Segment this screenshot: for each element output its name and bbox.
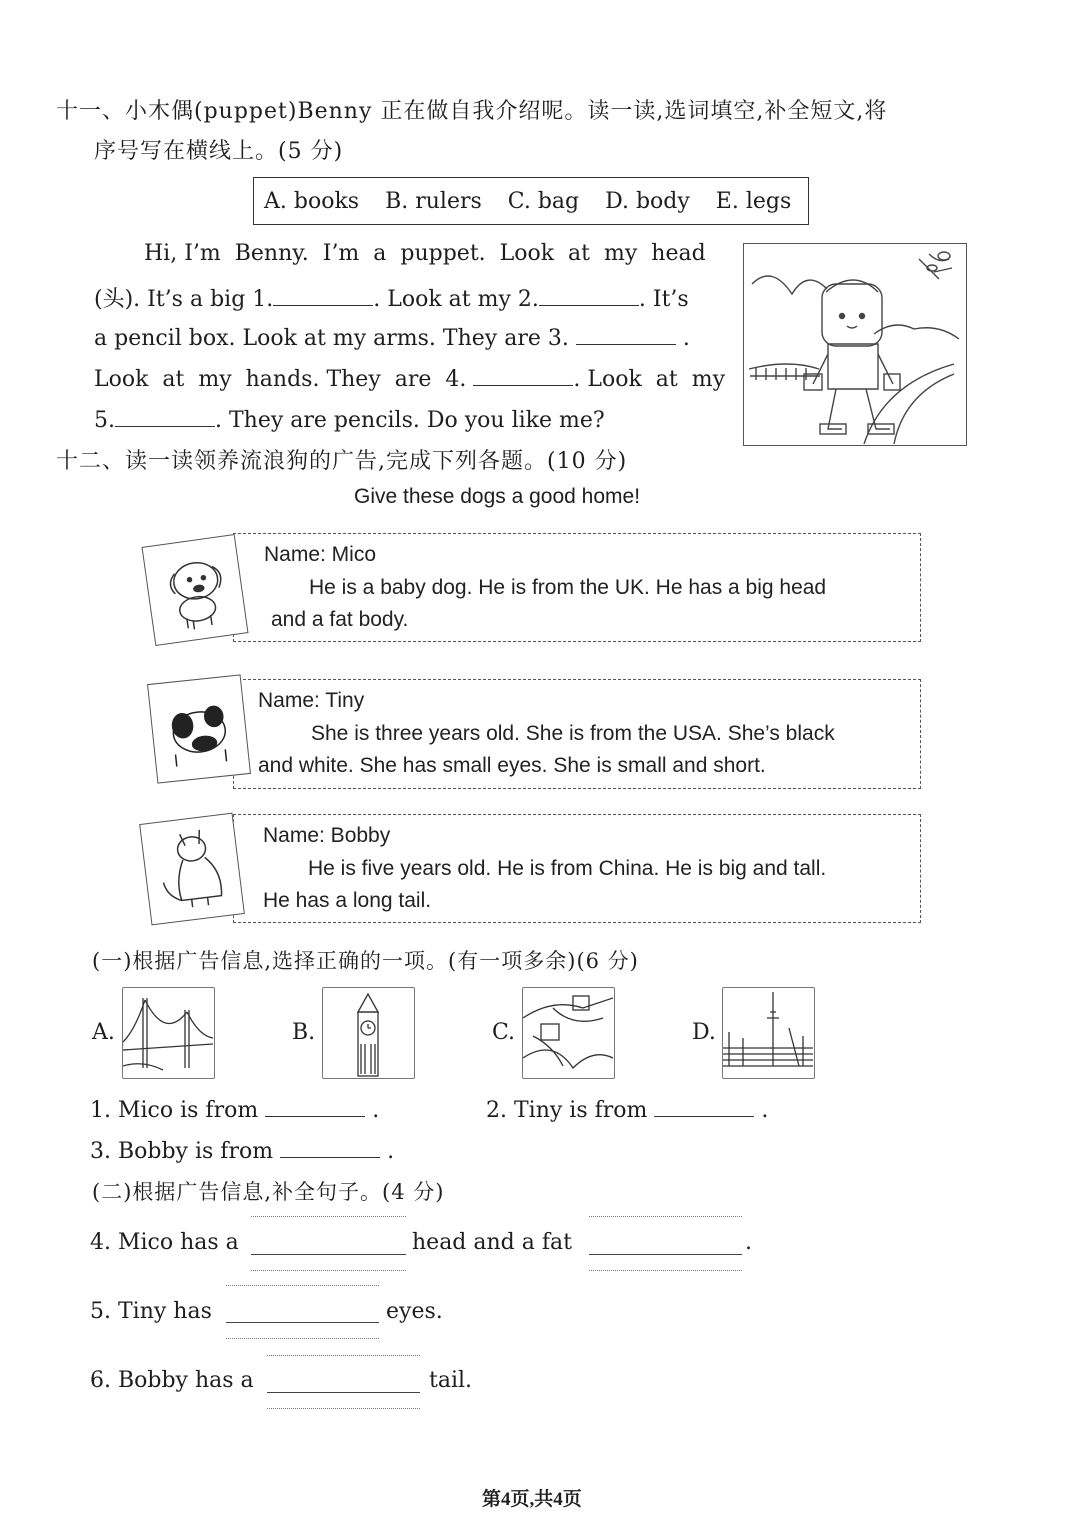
- dog-desc-line1-bobby: He is five years old. He is from China. He is big and tall.: [308, 857, 827, 880]
- option-c: C. bag: [507, 188, 580, 214]
- section-12-title: 十二、读一读领养流浪狗的广告,完成下列各题。(10 分): [56, 449, 628, 474]
- choice-c-label: C.: [492, 1020, 516, 1045]
- answer-3-blank[interactable]: [280, 1135, 380, 1158]
- q5-guide-bottom: [226, 1338, 379, 1339]
- great-wall-icon: [523, 988, 613, 1077]
- word-options-box: [253, 177, 809, 225]
- dog-name-mico: Name: Mico: [264, 543, 377, 566]
- spotted-puppy-icon: [148, 675, 250, 782]
- option-d: D. body: [605, 188, 690, 214]
- section-11-title-line2: 序号写在横线上。(5 分): [94, 139, 344, 164]
- choice-a-label: A.: [92, 1020, 115, 1045]
- blank-3[interactable]: [576, 322, 676, 345]
- blank-5[interactable]: [115, 404, 215, 427]
- q6-guide-top: [267, 1355, 420, 1356]
- q4-guide-bottom-2: [589, 1270, 742, 1271]
- dog-card-tiny: [233, 679, 921, 789]
- option-e: E. legs: [715, 188, 792, 214]
- passage-line-5: 5. . They are pencils. Do you like me?: [94, 404, 605, 433]
- blank-4[interactable]: [473, 363, 573, 386]
- dog-desc-line1-tiny: She is three years old. She is from the USA. She’s black: [311, 722, 835, 745]
- answer-2-blank[interactable]: [654, 1094, 754, 1117]
- dog-name-tiny: Name: Tiny: [258, 689, 365, 712]
- puppet-illustration: [743, 243, 967, 446]
- q6-guide-bottom: [267, 1408, 420, 1409]
- landmark-big-ben[interactable]: [322, 987, 415, 1079]
- blank-2[interactable]: [539, 283, 639, 306]
- dog-card-mico: [233, 533, 921, 642]
- dog-desc-line2-bobby: He has a long tail.: [263, 889, 432, 912]
- dog-card-bobby: [233, 814, 921, 923]
- question-5-start: 5. Tiny has: [90, 1299, 212, 1324]
- question-6-start: 6. Bobby has a: [90, 1368, 254, 1393]
- page-number: 第4页,共4页: [482, 1489, 582, 1510]
- option-a: A. books: [264, 188, 360, 214]
- question-4-mid: head and a fat: [412, 1230, 572, 1255]
- question-5-end: eyes.: [386, 1299, 443, 1324]
- q4-answer-line-1[interactable]: [251, 1254, 406, 1255]
- skyline-icon: [723, 988, 813, 1077]
- bridge-icon: [123, 988, 213, 1077]
- part2-title: (二)根据广告信息,补全句子。(4 分): [92, 1180, 445, 1204]
- q5-guide-top: [226, 1285, 379, 1286]
- q5-answer-line[interactable]: [226, 1322, 379, 1323]
- clock-tower-icon: [323, 988, 413, 1077]
- question-1: 1. Mico is from .: [90, 1094, 379, 1123]
- choice-b-label: B.: [292, 1020, 316, 1045]
- landmark-great-wall[interactable]: [522, 987, 615, 1079]
- ad-subtitle: Give these dogs a good home!: [354, 485, 641, 508]
- blank-1[interactable]: [273, 283, 373, 306]
- q4-guide-top-2: [589, 1216, 742, 1217]
- option-b: B. rulers: [385, 188, 482, 214]
- question-4-start: 4. Mico has a: [90, 1230, 239, 1255]
- question-3: 3. Bobby is from .: [90, 1135, 394, 1164]
- question-6-end: tail.: [429, 1368, 473, 1393]
- passage-line-3: a pencil box. Look at my arms. They are 3. .: [94, 322, 690, 351]
- dog-desc-line2-mico: and a fat body.: [271, 608, 409, 631]
- question-4-end: .: [745, 1230, 752, 1255]
- dog-photo-tiny: [147, 674, 251, 783]
- question-2: 2. Tiny is from .: [486, 1094, 768, 1123]
- landmark-golden-gate-bridge[interactable]: [122, 987, 215, 1079]
- dog-name-bobby: Name: Bobby: [263, 824, 391, 847]
- passage-line-1: Hi, I’m Benny. I’m a puppet. Look at my head: [144, 241, 706, 266]
- section-11-title-line1: 十一、小木偶(puppet)Benny 正在做自我介绍呢。读一读,选词填空,补全短文,将: [56, 99, 888, 124]
- answer-1-blank[interactable]: [265, 1094, 365, 1117]
- passage-line-4: Look at my hands. They are 4. . Look at my: [94, 363, 725, 392]
- puppy-icon: [143, 535, 248, 645]
- part1-title: (一)根据广告信息,选择正确的一项。(有一项多余)(6 分): [92, 949, 639, 973]
- q6-answer-line[interactable]: [267, 1392, 420, 1393]
- dog-photo-bobby: [139, 813, 245, 926]
- sitting-dog-icon: [140, 814, 244, 924]
- q4-guide-top-1: [251, 1216, 406, 1217]
- passage-line-2: (头). It’s a big 1. . Look at my 2. . It’s: [94, 282, 689, 313]
- puppet-drawing: [744, 244, 965, 444]
- dog-photo-mico: [141, 534, 248, 646]
- q4-guide-bottom-1: [251, 1270, 406, 1271]
- q4-answer-line-2[interactable]: [589, 1254, 742, 1255]
- choice-d-label: D.: [692, 1020, 716, 1045]
- landmark-seattle-skyline[interactable]: [722, 987, 815, 1079]
- dog-desc-line1-mico: He is a baby dog. He is from the UK. He has a big head: [309, 576, 827, 599]
- dog-desc-line2-tiny: and white. She has small eyes. She is small and short.: [258, 754, 766, 777]
